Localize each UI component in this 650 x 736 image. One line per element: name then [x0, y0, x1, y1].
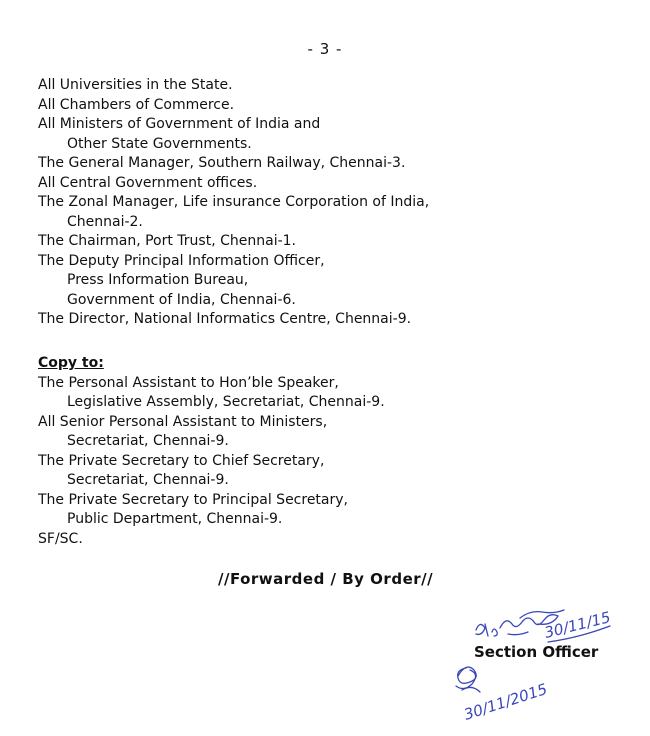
recipient-line: All Universities in the State.: [38, 77, 233, 93]
copy-to-line: All Senior Personal Assistant to Ministers,: [38, 413, 328, 430]
recipient-line: All Ministers of Government of India and: [38, 116, 321, 132]
forwarded-by-order: //Forwarded / By Order//: [218, 570, 434, 588]
signature-ink: [456, 608, 612, 724]
recipient-line: The Director, National Informatics Centre, Chennai-9.: [38, 311, 412, 327]
copy-to-line: Public Department, Chennai-9.: [67, 511, 283, 527]
copy-to-line: The Personal Assistant to Hon’ble Speaker,: [38, 374, 339, 391]
recipient-line: Press Information Bureau,: [67, 272, 249, 288]
page-number: - 3 -: [307, 40, 343, 58]
copy-to-line: The Private Secretary to Principal Secretary,: [38, 491, 348, 508]
handwritten-date-1: 30/11/15: [542, 608, 613, 642]
copy-to-line: SF/SC.: [38, 530, 83, 547]
handwritten-date-2: 30/11/2015: [461, 679, 550, 724]
recipient-line: Chennai-2.: [67, 213, 143, 230]
copy-to-line: The Private Secretary to Chief Secretary,: [38, 452, 325, 469]
recipient-line: The Zonal Manager, Life insurance Corporation of India,: [38, 194, 430, 210]
recipient-line: The Deputy Principal Information Officer,: [38, 252, 325, 269]
recipient-line: All Central Government offices.: [38, 174, 258, 191]
section-officer-label: Section Officer: [474, 643, 599, 661]
recipient-line: The Chairman, Port Trust, Chennai-1.: [38, 233, 297, 249]
recipient-line: Other State Governments.: [67, 135, 252, 152]
copy-to-line: Secretariat, Chennai-9.: [67, 472, 229, 488]
copy-to-heading: Copy to:: [38, 355, 104, 371]
copy-to-line: Secretariat, Chennai-9.: [67, 433, 229, 449]
recipient-line: Government of India, Chennai-6.: [67, 291, 296, 308]
copy-to-line: Legislative Assembly, Secretariat, Chennai-9.: [67, 394, 385, 410]
recipient-line: All Chambers of Commerce.: [38, 96, 235, 113]
recipient-line: The General Manager, Southern Railway, Chennai-3.: [38, 155, 406, 171]
